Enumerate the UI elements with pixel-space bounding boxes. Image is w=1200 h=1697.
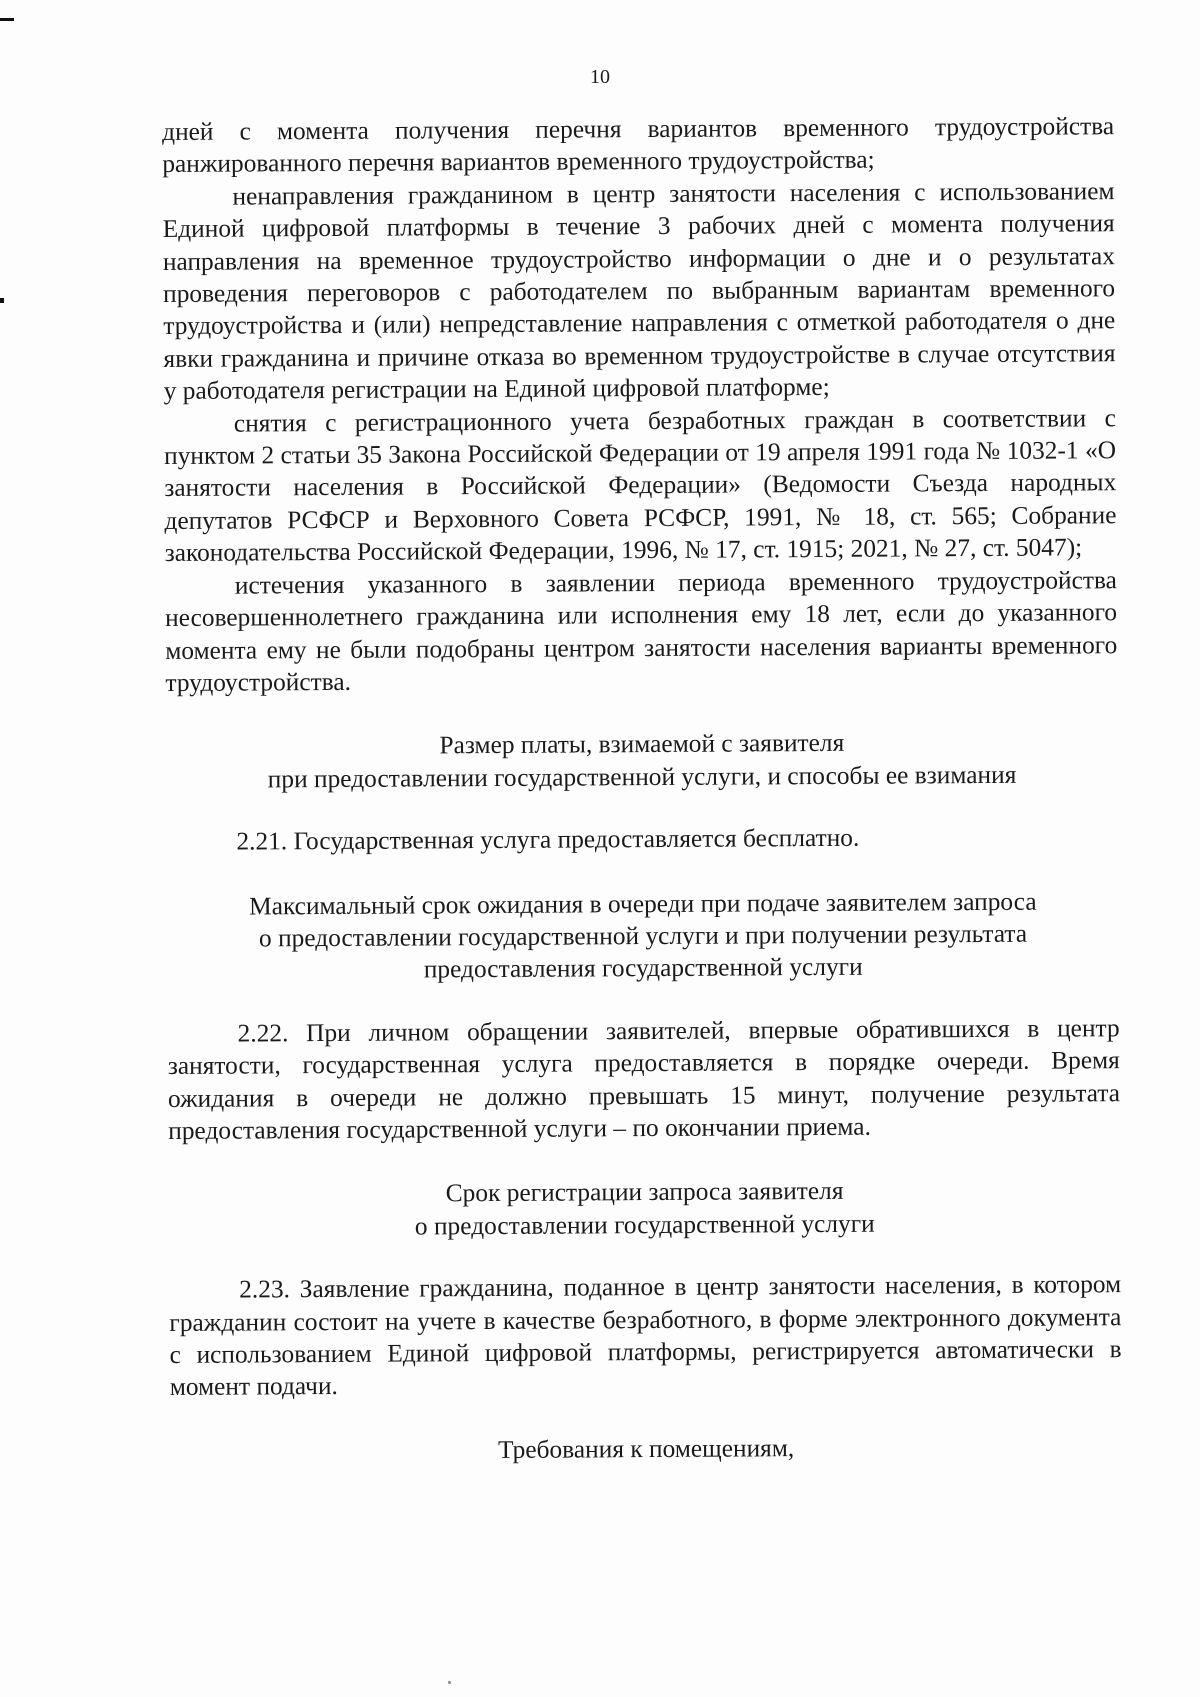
section-heading-fee-line-2: при предоставлении государственной услуги, и способы ее взимания: [267, 760, 1017, 794]
section-heading-queue-line-3: предоставления государственной услуги: [423, 953, 863, 984]
scan-artifact-dot: [448, 1681, 451, 1684]
section-heading-queue-line-2: о предоставлении государственной услуги и при получении результата: [258, 919, 1028, 953]
paragraph-period-expiry: истечения указанного в заявлении периода временного трудоустройства несовершеннолетнего гражданина или исполнения ему 18 лет, если до указанного момента ему не были подобраны центром занятости населения варианты временного трудоустройства.: [164, 565, 1118, 697]
clause-2-21: 2.21. Государственная услуга предоставляется бесплатно.: [236, 823, 860, 856]
document-body: [162, 110, 1122, 1468]
paragraph-continuation: дней с момента получения перечня вариантов временного трудоустройства ранжированного перечня вариантов временного трудоустройства;: [162, 112, 1115, 179]
clause-2-22: 2.22. При личном обращении заявителей, впервые обратившихся в центр занятости, государственная услуга предоставляется в порядке очереди. Время ожидания в очереди не должно превышать 15 минут, получение результата предоставления государственной услуги – по окончании приема.: [167, 1013, 1121, 1145]
section-heading-fee-line-1: Размер платы, взимаемой с заявителя: [439, 729, 845, 760]
section-heading-premises-line-1: Требования к помещениям,: [497, 1433, 795, 1464]
scan-artifact-mark: [0, 18, 14, 21]
section-heading-registration-line-1: Срок регистрации запроса заявителя: [445, 1177, 844, 1208]
clause-2-23: 2.23. Заявление гражданина, поданное в центр занятости населения, в котором гражданин состоит на учете в качестве безработного, в форме электронного документа с использованием Единой цифровой платформы, регистрируется автоматически в момент подачи.: [169, 1270, 1122, 1402]
section-heading-queue-line-1: Максимальный срок ожидания в очереди при подаче заявителем запроса: [248, 887, 1037, 921]
section-heading-registration-line-2: о предоставлении государственной услуги: [414, 1209, 875, 1241]
scan-artifact-mark: [0, 298, 4, 303]
paragraph-non-referral: ненаправления гражданином в центр занятости населения с использованием Единой цифровой платформы в течение 3 рабочих дней с момента получения направления на временное трудоустройство информации о дне и о результатах проведения переговоров с работодателем по выбранным вариантам временного трудоустройства и (или) непредставление направления с отметкой работодателя о дне явки гражданина и причине отказа во временном трудоустройстве в случае отсутствия у работодателя регистрации на Единой цифровой платформе;: [162, 176, 1116, 406]
paragraph-deregistration: снятия с регистрационного учета безработных граждан в соответствии с пунктом 2 статьи 35 Закона Российской Федерации от 19 апреля 1991 года № 1032-1 «О занятости населения в Российской Федерации» (Ведомости Съезда народных депутатов РСФСР и Верховного Совета РСФСР, 1991, № 18, ст. 565; Собрание законодательства Российской Федерации, 1996, № 17, ст. 1915; 2021, № 27, ст. 5047);: [163, 403, 1117, 568]
page-number: 10: [590, 66, 610, 88]
